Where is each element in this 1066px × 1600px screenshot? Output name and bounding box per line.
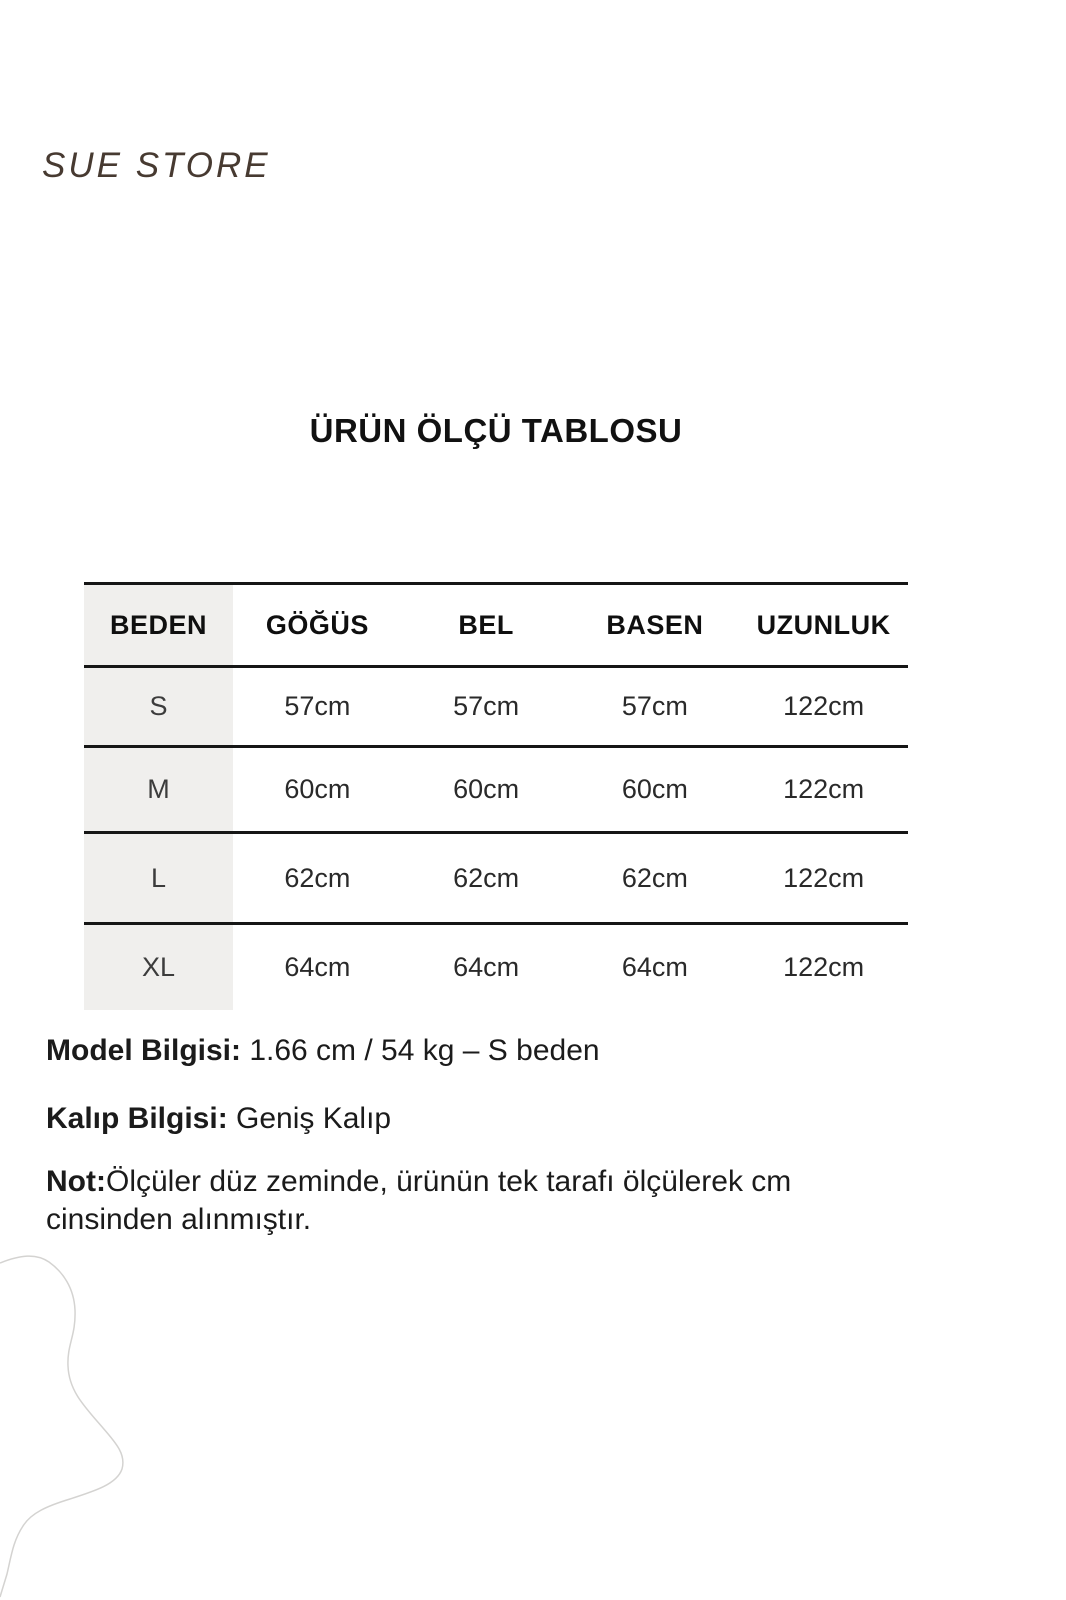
size-table [84, 582, 908, 1010]
measurement-cell: 57cm [284, 691, 351, 721]
column-header-beden: BEDEN [84, 585, 233, 665]
measurement-cell: 60cm [453, 774, 520, 804]
size-table-header-row [84, 582, 908, 668]
column-header-gogus: GÖĞÜS [265, 609, 369, 640]
measurement-cell: 60cm [284, 774, 351, 804]
measurement-cell: 57cm [453, 691, 520, 721]
measurement-cell: 60cm [621, 774, 688, 804]
measurement-cell: 122cm [783, 862, 865, 893]
column-header-uzunluk: UZUNLUK [756, 609, 891, 640]
table-row-m [84, 748, 908, 834]
product-info-block [46, 1032, 1006, 1239]
store-logo: SUE STORE [42, 146, 271, 185]
measurement-cell: 64cm [621, 952, 688, 982]
model-info-label: Model Bilgisi: [46, 1034, 241, 1067]
measurement-cell: 64cm [284, 952, 351, 982]
measurement-cell: 122cm [783, 952, 865, 982]
measurement-cell: 122cm [783, 774, 865, 804]
fit-info-line [46, 1100, 1006, 1138]
measurement-cell: 62cm [284, 862, 351, 893]
measurement-cell: 62cm [453, 862, 520, 893]
note-line [46, 1163, 821, 1239]
table-row-l [84, 834, 908, 925]
table-row-xl [84, 925, 908, 1010]
measurement-cell: 62cm [621, 862, 688, 893]
decorative-curve [0, 1240, 140, 1600]
note-value: Ölçüler düz zeminde, ürünün tek tarafı ölçülerek cm cinsinden alınmıştır. [46, 1165, 792, 1236]
table-row-s [84, 668, 908, 748]
size-label-cell: M [84, 748, 233, 831]
size-label-cell: L [84, 834, 233, 922]
page-title: ÜRÜN ÖLÇÜ TABLOSU [309, 412, 683, 449]
measurement-cell: 57cm [621, 691, 688, 721]
model-info-line [46, 1032, 1006, 1070]
column-header-bel: BEL [458, 609, 514, 640]
fit-info-label: Kalıp Bilgisi: [46, 1102, 228, 1135]
column-header-basen: BASEN [606, 609, 704, 640]
note-label: Not: [46, 1165, 106, 1198]
model-info-value: 1.66 cm / 54 kg – S beden [241, 1034, 600, 1067]
measurement-cell: 64cm [453, 952, 520, 982]
size-label-cell: S [84, 668, 233, 745]
size-label-cell: XL [84, 925, 233, 1010]
measurement-cell: 122cm [783, 691, 865, 721]
fit-info-value: Geniş Kalıp [227, 1102, 392, 1135]
